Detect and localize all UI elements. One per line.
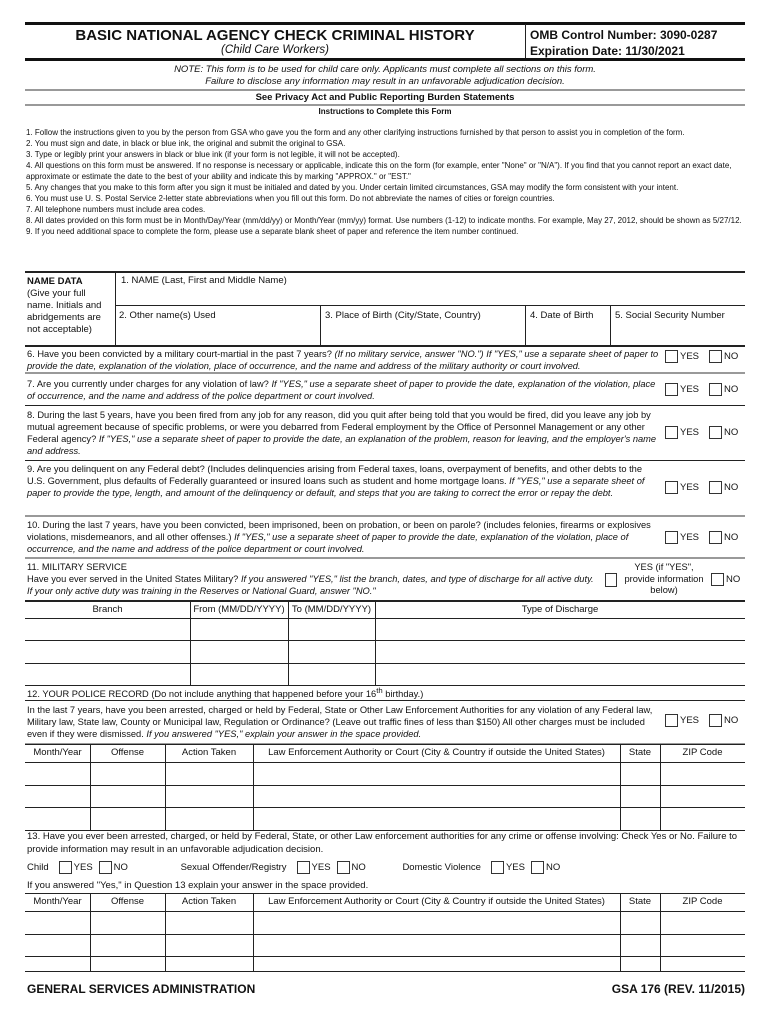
question-instruction: (If no military service, answer "NO.") If "YES," use a separate sheet of paper to provide the date, explanation of the violation, place of occurrence, and the name and address of the military authority or court involved. (27, 349, 659, 371)
question-instruction: If you answered "YES," explain your answer in the space provided. (146, 729, 422, 739)
table-cell[interactable] (190, 640, 288, 663)
note-line: Failure to disclose any information may result in an unfavorable adjudication decision. (205, 76, 565, 87)
table-cell[interactable] (25, 934, 90, 956)
omb-number: OMB Control Number: 3090-0287 (530, 28, 718, 42)
q6-yes-checkbox[interactable] (665, 350, 678, 363)
no-label: NO (724, 427, 739, 438)
table-cell[interactable] (165, 762, 253, 785)
table-cell[interactable] (288, 618, 375, 640)
question-text: 9. Are you delinquent on any Federal debt? (Includes delinquencies arising from Federal taxes, loans, overpayment of benefits, and other debts to the U.S. Government, plus defaults of Federally guaranteed or insured loans such as student and home mortgage loans. (27, 464, 643, 486)
other-names-field[interactable] (115, 305, 320, 345)
name-field[interactable] (115, 272, 745, 305)
q13-options (27, 861, 560, 874)
instructions-title: Instructions to Complete this Form (318, 107, 452, 116)
yes-label: YES (505, 862, 525, 873)
table-cell[interactable] (660, 956, 745, 971)
sexual-no-checkbox[interactable] (337, 861, 350, 874)
divider (25, 557, 745, 559)
instruction-item: 5. Any changes that you make to this form after you sign it must be initialed and dated by you. Under certain limited circumstances, GSA may modify the form consistent with your intent. (26, 183, 679, 192)
child-label: Child (27, 862, 49, 873)
question-text: In the last 7 years, have you been arrested, charged or held by Federal, State or Other Law Enforcement Authorities for any violation of any Federal law, Military law, State law, County or Municipal law, Regulation or Ordinance? (Leave out traffic fines of less than $150) All other charges must be included even if they were dismissed. (27, 705, 653, 739)
table-cell[interactable] (660, 911, 745, 934)
question-11 (27, 573, 597, 597)
title-text: birthday.) (382, 689, 424, 700)
q7-answer (665, 383, 738, 396)
question-6 (27, 348, 662, 372)
sexual-offender-label: Sexual Offender/Registry (180, 862, 287, 873)
form-subtitle: (Child Care Workers) (221, 44, 329, 56)
q11-no-checkbox[interactable] (711, 573, 724, 586)
divider (525, 24, 526, 58)
q12-title (27, 685, 423, 700)
table-cell[interactable] (253, 934, 620, 956)
q10-yes-checkbox[interactable] (665, 531, 678, 544)
footer-form-number: GSA 176 (REV. 11/2015) (611, 982, 745, 996)
question-9 (27, 463, 662, 499)
question-13: 13. Have you ever been arrested, charged, or held by Federal, State, or other Law enforcement authorities for any crime or offense involving: Check Yes or No. Failure to provide information may result in an unfavorable adjudication decision. (27, 831, 738, 855)
q6-no-checkbox[interactable] (709, 350, 722, 363)
form-title: BASIC NATIONAL AGENCY CHECK CRIMINAL HISTORY (75, 27, 475, 44)
question-7 (27, 378, 662, 402)
table-cell[interactable] (375, 618, 745, 640)
q7-no-checkbox[interactable] (709, 383, 722, 396)
column-header: To (MM/DD/YYYY) (291, 604, 372, 615)
instruction-item: 3. Type or legibly print your answers in black or blue ink (if your form is not legible, it will not be accepted). (26, 150, 400, 159)
table-cell[interactable] (25, 663, 190, 685)
table-cell[interactable] (375, 663, 745, 685)
table-cell[interactable] (25, 911, 90, 934)
question-instruction: If "YES," use a separate sheet of paper to provide the date, explanation of the violation, place of occurrence, and the name and address of the police department or court involved. (27, 532, 629, 554)
column-header: ZIP Code (682, 747, 723, 758)
note-line: NOTE: This form is to be used for child care only. Applicants must complete all sections on this form. (174, 64, 596, 75)
table-cell[interactable] (620, 911, 660, 934)
child-no-checkbox[interactable] (99, 861, 112, 874)
field-label: 4. Date of Birth (530, 310, 594, 321)
question-10 (27, 519, 662, 555)
yes-label: YES (680, 482, 700, 493)
name-data-title: NAME DATA (27, 276, 83, 287)
footer-agency: GENERAL SERVICES ADMINISTRATION (27, 982, 256, 996)
divider (25, 405, 745, 406)
no-label: NO (724, 532, 739, 543)
yes-label: YES (680, 427, 700, 438)
q9-no-checkbox[interactable] (709, 481, 722, 494)
no-label: NO (726, 574, 741, 585)
question-instruction: If "YES," use a separate sheet of paper to provide the date, an explanation of the problem, reason for leaving, and the employer's name and address. (27, 434, 657, 456)
no-label: NO (724, 715, 739, 726)
column-header: Offense (110, 747, 145, 758)
divider (25, 460, 745, 461)
table-cell[interactable] (375, 640, 745, 663)
domestic-yes-checkbox[interactable] (491, 861, 504, 874)
column-header: Offense (110, 896, 145, 907)
q8-yes-checkbox[interactable] (665, 426, 678, 439)
table-cell[interactable] (620, 956, 660, 971)
divider (25, 22, 745, 25)
q11-yes-checkbox[interactable] (605, 573, 617, 587)
domestic-no-checkbox[interactable] (531, 861, 544, 874)
q11-title: 11. MILITARY SERVICE (27, 562, 127, 572)
q8-answer (665, 426, 738, 439)
column-header: Law Enforcement Authority or Court (City & Country if outside the United States) (268, 896, 605, 907)
table-cell[interactable] (165, 934, 253, 956)
field-label: 1. NAME (Last, First and Middle Name) (121, 275, 287, 286)
column-header: Month/Year (33, 896, 82, 907)
table-cell[interactable] (90, 911, 165, 934)
privacy-link[interactable]: See Privacy Act and Public Reporting Burden Statements (255, 92, 515, 103)
field-label: 5. Social Security Number (615, 310, 725, 321)
table-cell[interactable] (90, 934, 165, 956)
table-cell[interactable] (25, 785, 90, 807)
table-line (25, 971, 745, 972)
table-cell[interactable] (25, 640, 190, 663)
table-cell[interactable] (620, 807, 660, 830)
name-data-label (27, 276, 113, 336)
column-header: State (628, 747, 652, 758)
question-text: 8. During the last 5 years, have you been fired from any job for any reason, did you quit after being told that you would be fired, did you leave any job by mutual agreement because of specific problems, or were you debarred from Federal employment by the Office of Personnel Management or any other Federal agency? (27, 410, 651, 444)
place-of-birth-field[interactable] (320, 305, 525, 345)
no-label: NO (724, 384, 739, 395)
divider (25, 89, 745, 91)
yes-label: YES (680, 351, 700, 362)
table-cell[interactable] (253, 762, 620, 785)
table-cell[interactable] (25, 762, 90, 785)
instructions-list (26, 127, 742, 237)
question-instruction: If "YES," use a separate sheet of paper to provide the date, explanation of the violation, place of occurrence, and the name and address of the police department or court involved. (27, 379, 656, 401)
table-cell[interactable] (165, 807, 253, 830)
instruction-item: 9. If you need additional space to complete the form, please use a separate blank sheet of paper and reference the item number continued. (26, 227, 519, 236)
q9-yes-checkbox[interactable] (665, 481, 678, 494)
no-label: NO (724, 351, 739, 362)
q13-record-table (25, 893, 745, 971)
table-cell[interactable] (253, 911, 620, 934)
question-text: 7. Are you currently under charges for any violation of law? (27, 379, 272, 389)
yes-label: YES (680, 532, 700, 543)
column-header: Action Taken (181, 747, 237, 758)
divider (25, 372, 745, 374)
child-yes-checkbox[interactable] (59, 861, 72, 874)
question-text: 10. During the last 7 years, have you been convicted, been imprisoned, been on probation, or been on parole? (includes felonies, firearms or explosives violations, misdemeanors, and all other offenses.) (27, 520, 651, 542)
table-cell[interactable] (288, 663, 375, 685)
divider (25, 515, 745, 517)
police-record-table (25, 744, 745, 830)
sexual-yes-checkbox[interactable] (297, 861, 310, 874)
q6-answer (665, 350, 738, 363)
table-cell[interactable] (620, 785, 660, 807)
instruction-item: 1. Follow the instructions given to you by the person from GSA who gave you the form and any other clarifying instructions furnished by that person to assist you in completion of the form. (26, 128, 685, 137)
table-cell[interactable] (288, 640, 375, 663)
military-service-table (25, 601, 745, 686)
table-cell[interactable] (620, 934, 660, 956)
table-cell[interactable] (253, 956, 620, 971)
q11-yes-label: YES (if "YES", provide information below) (624, 562, 704, 595)
divider (25, 58, 745, 61)
table-cell[interactable] (253, 785, 620, 807)
table-cell[interactable] (90, 785, 165, 807)
column-header: From (MM/DD/YYYY) (193, 604, 285, 615)
table-cell[interactable] (660, 934, 745, 956)
date-of-birth-field[interactable] (525, 305, 610, 345)
yes-label: YES (311, 862, 331, 873)
column-header: Action Taken (181, 896, 237, 907)
no-label: NO (724, 482, 739, 493)
table-cell[interactable] (165, 785, 253, 807)
table-line (25, 744, 745, 745)
expiration-date: Expiration Date: 11/30/2021 (530, 44, 685, 58)
divider (25, 700, 745, 701)
table-cell[interactable] (660, 807, 745, 830)
table-cell[interactable] (90, 762, 165, 785)
question-text: 6. Have you been convicted by a military court-martial in the past 7 years? (27, 349, 335, 359)
no-label: NO (545, 862, 561, 873)
yes-label: YES (680, 715, 700, 726)
yes-label: YES (680, 384, 700, 395)
field-label: 2. Other name(s) Used (119, 310, 216, 321)
yes-label: YES (73, 862, 93, 873)
table-cell[interactable] (253, 807, 620, 830)
q12-yes-checkbox[interactable] (665, 714, 678, 727)
title-text: 12. YOUR POLICE RECORD (Do not include anything that happened before your 16 (27, 689, 377, 700)
table-cell[interactable] (620, 762, 660, 785)
instruction-item: 8. All dates provided on this form must be in Month/Day/Year (mm/dd/yy) or Month/Year (mm/yy) format. Use numbers (1-12) to indicate months. For example, May 27, 2012, should be shown as 5/27/12. (26, 216, 742, 225)
q12-answer (665, 714, 738, 727)
name-data-desc: (Give your full name. Initials and abridgements are not acceptable) (27, 288, 102, 335)
divider (25, 104, 745, 106)
q8-no-checkbox[interactable] (709, 426, 722, 439)
table-cell[interactable] (90, 807, 165, 830)
instruction-item: 6. You must use U. S. Postal Service 2-letter state abbreviations when you fill out this form. Do not abbreviate the names of cities or foreign countries. (26, 194, 555, 203)
q13-followup: If you answered "Yes," in Question 13 explain your answer in the space provided. (27, 880, 369, 891)
superscript: th (376, 686, 383, 695)
table-cell[interactable] (165, 911, 253, 934)
column-header: State (628, 896, 652, 907)
table-cell[interactable] (190, 618, 288, 640)
question-instruction: If you answered "YES," list the branch, dates, and type of discharge for all active duty. If your only active duty was training in the Reserves or National Guard, answer "NO." (27, 574, 594, 596)
question-12 (27, 704, 662, 740)
no-label: NO (351, 862, 366, 873)
instruction-item: 7. All telephone numbers must include area codes. (26, 205, 206, 214)
question-text: Have you ever served in the United States Military? (27, 574, 241, 584)
column-header: ZIP Code (682, 896, 723, 907)
column-header: Type of Discharge (521, 604, 599, 615)
domestic-violence-label: Domestic Violence (402, 862, 481, 873)
table-line (25, 893, 745, 894)
column-header: Month/Year (33, 747, 82, 758)
table-cell[interactable] (25, 618, 190, 640)
table-cell[interactable] (25, 956, 90, 971)
instruction-item: 2. You must sign and date, in black or blue ink, the original and submit the original to GSA. (26, 139, 346, 148)
q7-yes-checkbox[interactable] (665, 383, 678, 396)
field-label: 3. Place of Birth (City/State, Country) (325, 310, 481, 321)
table-cell[interactable] (90, 956, 165, 971)
table-cell[interactable] (190, 663, 288, 685)
table-cell[interactable] (25, 807, 90, 830)
table-cell[interactable] (660, 785, 745, 807)
table-cell[interactable] (165, 956, 253, 971)
question-8 (27, 409, 662, 457)
table-line (25, 601, 745, 602)
q12-no-checkbox[interactable] (709, 714, 722, 727)
table-cell[interactable] (660, 762, 745, 785)
no-label: NO (113, 862, 128, 873)
q10-no-checkbox[interactable] (709, 531, 722, 544)
column-header: Branch (92, 604, 123, 615)
instruction-item: 4. All questions on this form must be answered. If no response is necessary or applicable, indicate this on the form (for example, enter "None" or "N/A"). If you find that you cannot report an exact date, approximate or estimate the date to the best of your ability and indicate this by marking "APPROX." or "EST." (26, 161, 732, 181)
column-header: Law Enforcement Authority or Court (City & Country if outside the United States) (268, 747, 605, 758)
ssn-field[interactable] (610, 305, 745, 345)
q9-answer (665, 481, 738, 494)
divider (25, 345, 745, 347)
q10-answer (665, 531, 738, 544)
question-instruction: If "YES," use a separate sheet of paper to provide the type, length, and amount of the delinquency or default, and steps that you are taking to correct the error or repay the debt. (27, 476, 645, 498)
